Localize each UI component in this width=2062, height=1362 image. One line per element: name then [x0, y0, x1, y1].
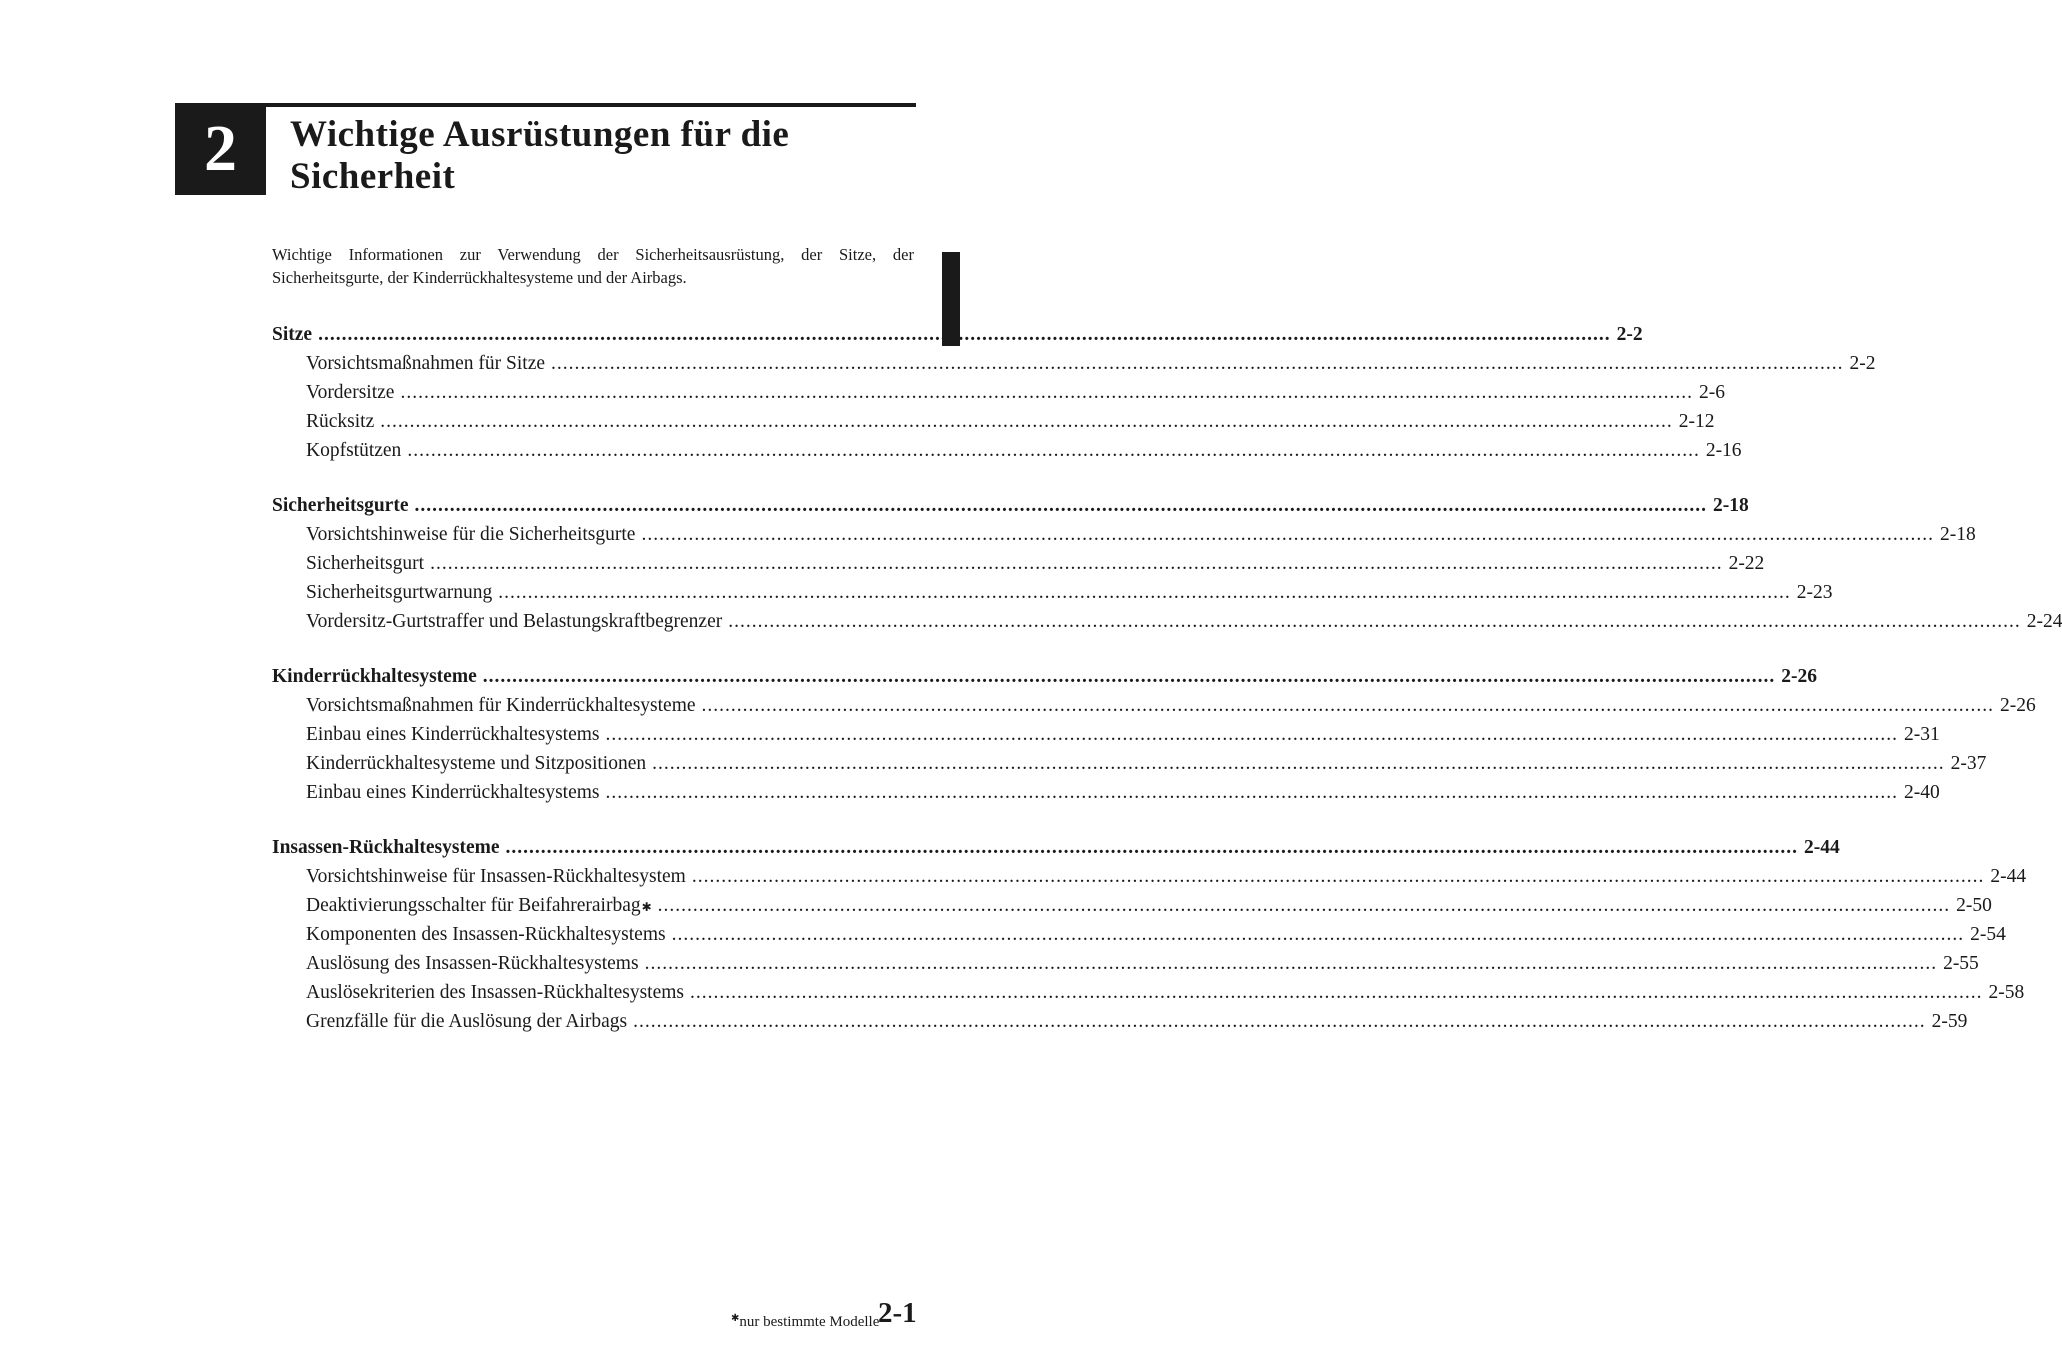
toc-entry-page: 2-26	[2000, 695, 2036, 716]
toc-entry[interactable]	[272, 436, 1742, 465]
toc-entry-label: Kinderrückhaltesysteme	[272, 666, 477, 687]
toc-entry[interactable]	[272, 778, 1940, 807]
toc-entry[interactable]	[272, 891, 1992, 920]
dot-leader: ............................................................................................................................................................................................................................	[691, 866, 1985, 887]
intro-paragraph: Wichtige Informationen zur Verwendung der Sicherheitsausrüstung, der Sitze, der Sicherheitsgurte, der Kinderrückhaltesysteme und der Airbags.	[272, 245, 914, 287]
toc-section-heading[interactable]	[272, 491, 1749, 520]
toc-section	[272, 833, 2027, 1036]
toc-section-heading[interactable]	[272, 320, 1643, 349]
toc-entry-label: Kopfstützen	[306, 440, 402, 461]
toc-entry-label: Vorsichtshinweise für Insassen-Rückhaltesystem	[306, 866, 686, 887]
chapter-title	[290, 114, 910, 198]
toc-entry-page: 2-18	[1712, 495, 1749, 516]
toc-entry-label: Insassen-Rückhaltesysteme	[272, 837, 500, 858]
toc-entry-label: Einbau eines Kinderrückhaltesystems	[306, 782, 600, 803]
toc-entry-page: 2-50	[1956, 895, 1992, 916]
toc-entry-page: 2-6	[1698, 382, 1725, 403]
star-icon: ✱	[641, 900, 652, 914]
toc-section-heading[interactable]	[272, 833, 1840, 862]
toc-entry-page: 2-22	[1728, 553, 1765, 574]
dot-leader: ............................................................................................................................................................................................................................	[633, 1011, 1926, 1032]
toc-entry-page: 2-40	[1904, 782, 1940, 803]
toc-entry-page: 2-16	[1705, 440, 1742, 461]
toc-entry-label: Sitze	[272, 324, 313, 345]
toc-section	[272, 662, 2036, 807]
toc-entry-page: 2-26	[1781, 666, 1817, 687]
toc-entry-label: Auslösekriterien des Insassen-Rückhaltesystems	[306, 982, 685, 1003]
toc-entry[interactable]	[272, 978, 2025, 1007]
dot-leader: ............................................................................................................................................................................................................................	[318, 324, 1611, 345]
toc-entry[interactable]	[272, 549, 1765, 578]
dot-leader: ............................................................................................................................................................................................................................	[605, 782, 1898, 803]
toc-entry-page: 2-59	[1931, 1011, 1968, 1032]
toc-entry-label: Einbau eines Kinderrückhaltesystems	[306, 724, 600, 745]
toc-entry-label: Auslösung des Insassen-Rückhaltesystems	[306, 953, 639, 974]
toc-entry-page: 2-37	[1950, 753, 1987, 774]
toc-section	[272, 491, 2062, 636]
toc-entry-label: Vordersitze	[306, 382, 395, 403]
toc-entry-page: 2-12	[1678, 411, 1715, 432]
dot-leader: ............................................................................................................................................................................................................................	[690, 982, 1983, 1003]
table-of-contents	[272, 320, 2062, 1062]
toc-entry[interactable]	[272, 749, 1987, 778]
toc-entry-label: Sicherheitsgurt	[306, 553, 425, 574]
toc-entry-label: Vorsichtshinweise für die Sicherheitsgurte	[306, 524, 636, 545]
footnote-star-icon: ✱	[731, 1313, 740, 1324]
toc-section	[272, 320, 1876, 465]
toc-entry[interactable]	[272, 920, 2006, 949]
chapter-title-line1: Wichtige Ausrüstungen für die	[290, 114, 790, 155]
toc-entry[interactable]	[272, 607, 2062, 636]
toc-entry-label: Vorsichtsmaßnahmen für Kinderrückhaltesysteme	[306, 695, 696, 716]
dot-leader: ............................................................................................................................................................................................................................	[407, 440, 1700, 461]
toc-entry-label: Kinderrückhaltesysteme und Sitzpositionen	[306, 753, 647, 774]
toc-section-heading[interactable]	[272, 662, 1817, 691]
dot-leader: ............................................................................................................................................................................................................................	[414, 495, 1707, 516]
toc-entry-label: Rücksitz	[306, 411, 375, 432]
toc-entry[interactable]	[272, 349, 1876, 378]
toc-entry-page: 2-54	[1970, 924, 2006, 945]
dot-leader: ............................................................................................................................................................................................................................	[652, 753, 1945, 774]
toc-entry-label: Vordersitz-Gurtstraffer und Belastungskraftbegrenzer	[306, 611, 723, 632]
toc-entry-label: Deaktivierungsschalter für Beifahrerairbag	[306, 895, 641, 916]
toc-entry[interactable]	[272, 1007, 1968, 1036]
toc-entry-page: 2-44	[1990, 866, 2027, 887]
dot-leader: ............................................................................................................................................................................................................................	[505, 837, 1799, 858]
dot-leader: ............................................................................................................................................................................................................................	[482, 666, 1776, 687]
toc-entry[interactable]	[272, 407, 1715, 436]
dot-leader: ............................................................................................................................................................................................................................	[641, 524, 1934, 545]
dot-leader: ............................................................................................................................................................................................................................	[498, 582, 1791, 603]
toc-entry-page: 2-18	[1939, 524, 1976, 545]
toc-entry-page: 2-58	[1988, 982, 2025, 1003]
toc-entry-page: 2-31	[1904, 724, 1940, 745]
toc-entry[interactable]	[272, 949, 1979, 978]
dot-leader: ............................................................................................................................................................................................................................	[551, 353, 1844, 374]
dot-leader: ............................................................................................................................................................................................................................	[605, 724, 1898, 745]
toc-entry[interactable]	[272, 862, 2027, 891]
toc-entry-page: 2-44	[1804, 837, 1840, 858]
toc-entry-page: 2-23	[1796, 582, 1833, 603]
toc-entry[interactable]	[272, 378, 1725, 407]
toc-entry-label: Sicherheitsgurtwarnung	[306, 582, 493, 603]
toc-entry-page: 2-55	[1943, 953, 1979, 974]
dot-leader: ............................................................................................................................................................................................................................	[701, 695, 1995, 716]
toc-entry-page: 2-2	[1849, 353, 1876, 374]
toc-entry-page: 2-2	[1616, 324, 1643, 345]
dot-leader: ............................................................................................................................................................................................................................	[644, 953, 1938, 974]
dot-leader: ............................................................................................................................................................................................................................	[728, 611, 2021, 632]
toc-entry-label: Grenzfälle für die Auslösung der Airbags	[306, 1011, 628, 1032]
toc-entry-label: Sicherheitsgurte	[272, 495, 409, 516]
chapter-number: 2	[204, 112, 237, 185]
toc-entry-label: Komponenten des Insassen-Rückhaltesystems	[306, 924, 666, 945]
toc-entry[interactable]	[272, 720, 1940, 749]
dot-leader: ............................................................................................................................................................................................................................	[380, 411, 1673, 432]
toc-entry[interactable]	[272, 578, 1833, 607]
chapter-number-box	[175, 103, 266, 195]
footer-note	[731, 1310, 879, 1331]
toc-entry[interactable]	[272, 520, 1976, 549]
page-number: 2-1	[878, 1297, 917, 1329]
chapter-title-line2: Sicherheit	[290, 156, 456, 197]
dot-leader: ............................................................................................................................................................................................................................	[430, 553, 1723, 574]
dot-leader: ............................................................................................................................................................................................................................	[657, 895, 1951, 916]
chapter-top-rule	[266, 103, 916, 107]
dot-leader: ............................................................................................................................................................................................................................	[400, 382, 1693, 403]
footer-note-text: nur bestimmte Modelle	[739, 1314, 880, 1330]
toc-entry-page: 2-24	[2026, 611, 2062, 632]
toc-entry[interactable]	[272, 691, 2036, 720]
toc-entry-label: Vorsichtsmaßnahmen für Sitze	[306, 353, 546, 374]
dot-leader: ............................................................................................................................................................................................................................	[671, 924, 1965, 945]
